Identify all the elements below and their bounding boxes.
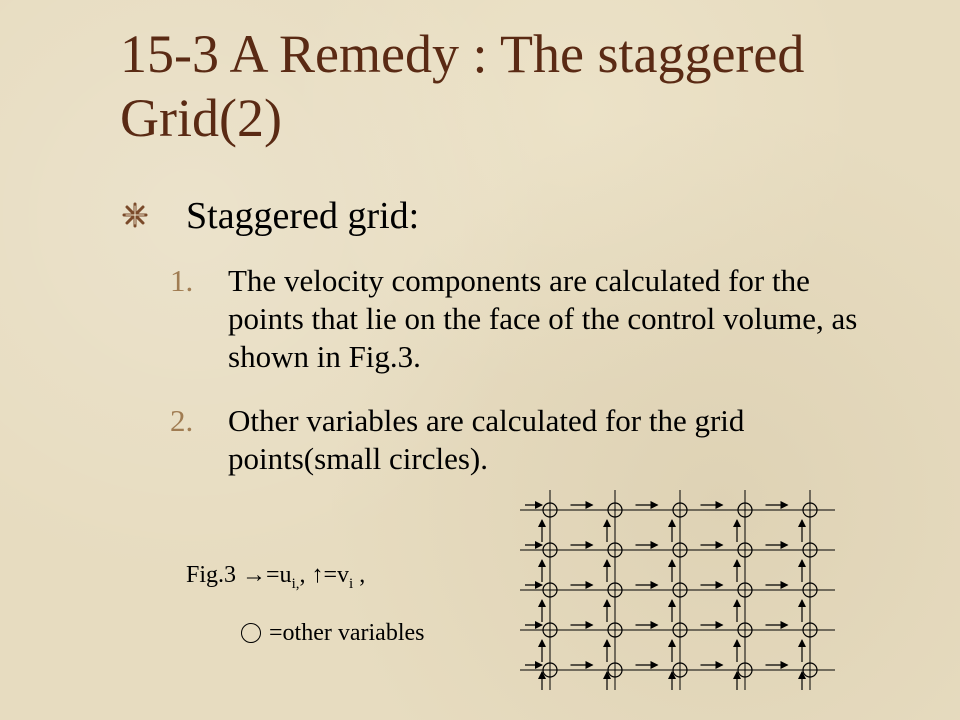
list-item: [170, 402, 870, 478]
u-legend-text: =u: [266, 562, 292, 588]
list-item: [170, 262, 870, 376]
v-arrow-icon: ↑: [311, 562, 324, 588]
bullet-heading: Staggered grid:: [186, 195, 420, 237]
list-text: Other variables are calculated for the grid points(small circles).: [228, 403, 745, 476]
asterisk-bullet-icon: [122, 202, 148, 228]
figure-caption: [186, 560, 365, 599]
slide-title: 15-3 A Remedy : The staggered Grid(2): [120, 24, 805, 148]
u-arrow-icon: →: [242, 562, 267, 588]
list-number: 1.: [170, 263, 194, 298]
v-subscript: i: [349, 575, 354, 592]
separator: ,: [299, 562, 306, 588]
u-subscript: i,: [291, 575, 300, 592]
staggered-grid-diagram: [510, 485, 840, 690]
list-number: 2.: [170, 403, 194, 438]
legend-other-text: =other variables: [269, 620, 425, 646]
legend-other-variables: [241, 618, 424, 648]
circle-icon: [241, 623, 261, 643]
list-text: The velocity components are calculated for the points that lie on the face of the control volume, as shown in Fig.3.: [228, 263, 858, 374]
v-legend-text: =v: [323, 562, 350, 588]
figure-label: Fig.3: [186, 562, 237, 588]
trailing-comma: ,: [359, 562, 366, 588]
